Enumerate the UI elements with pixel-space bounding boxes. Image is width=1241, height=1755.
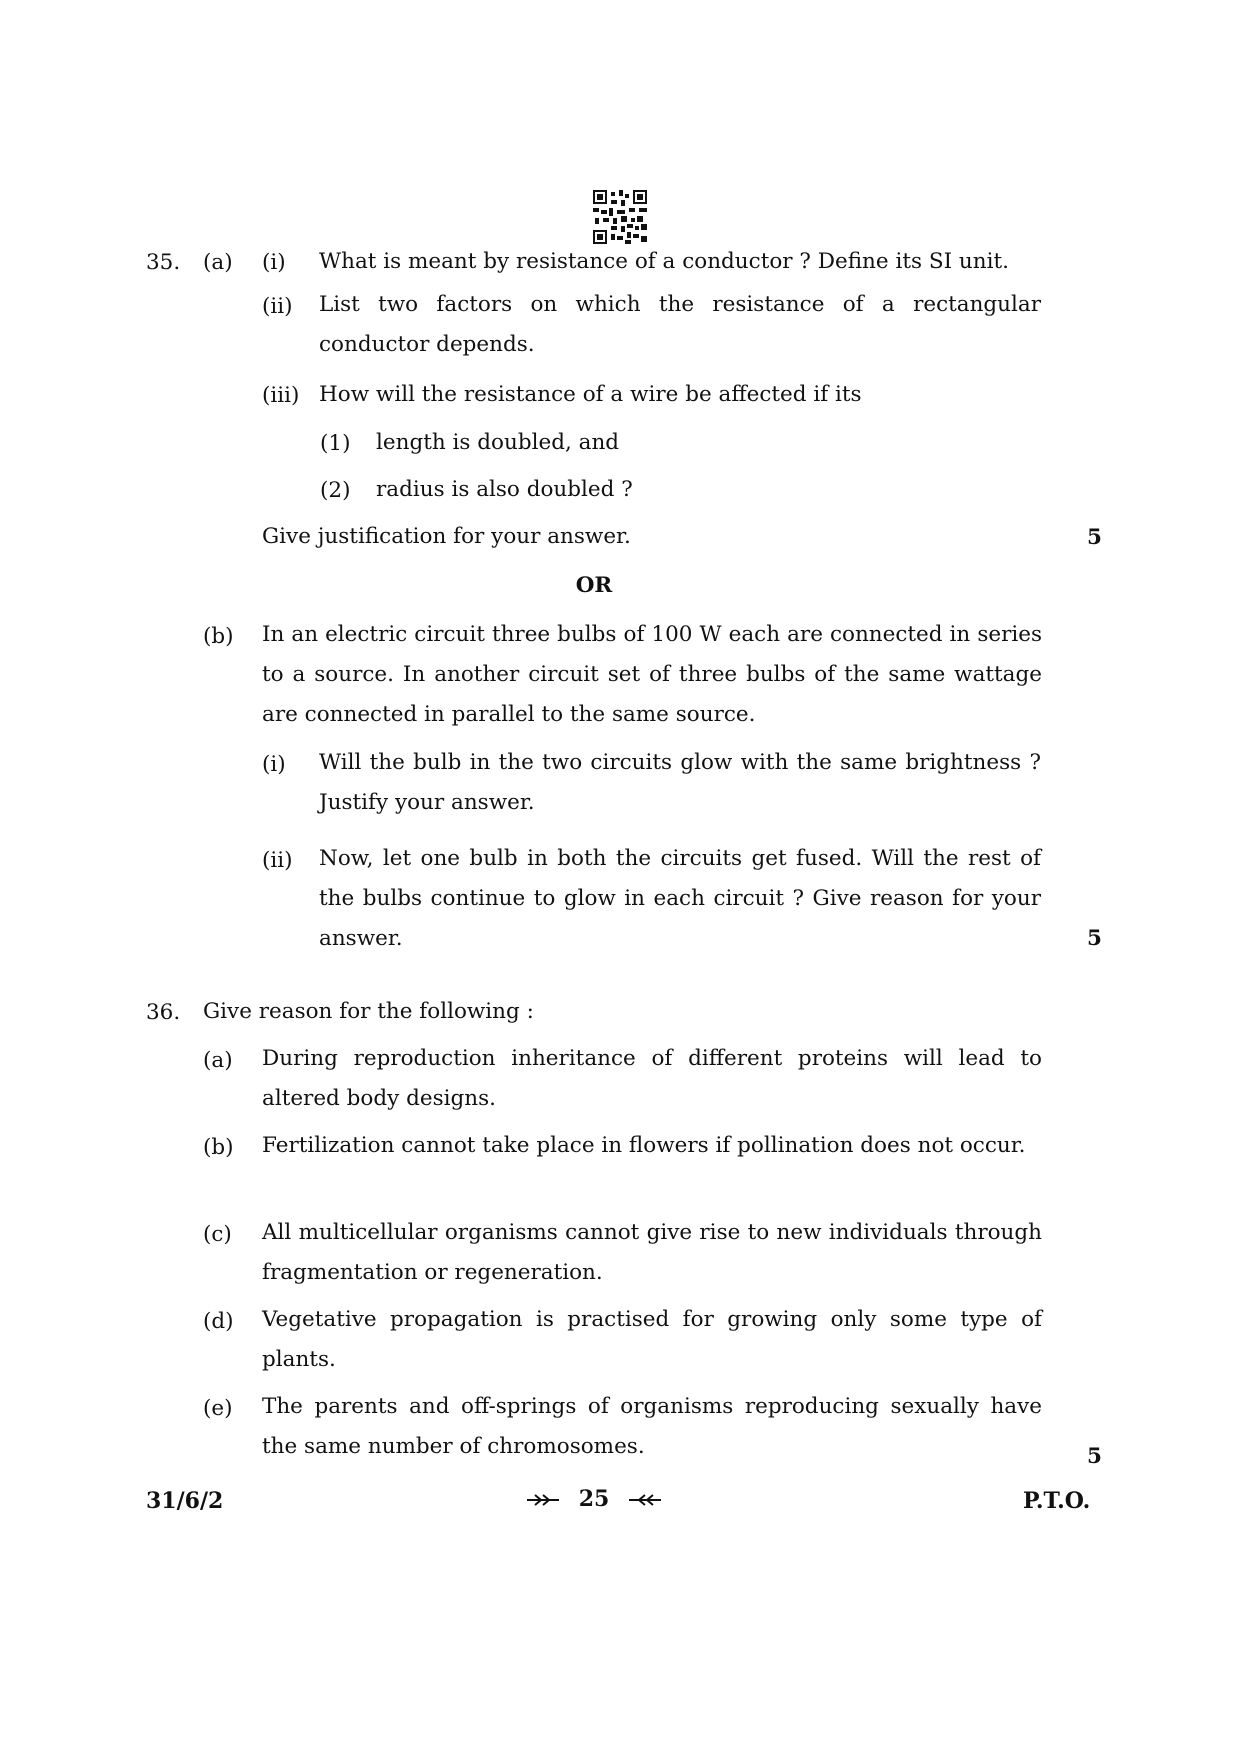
part-label-a: (a) <box>203 250 233 275</box>
item-label-1: (1) <box>320 431 351 456</box>
subpart-label-a-i: (i) <box>262 250 286 275</box>
or-separator: OR <box>575 573 613 598</box>
list-item-label: (d) <box>203 1309 234 1334</box>
part-text-b: In an electric circuit three bulbs of 100 W each are connected in series to a source. In another circuit set of three bulbs of the same wattage are connected in parallel to the same source. <box>262 622 1042 727</box>
justification-instruction: Give justification for your answer. <box>262 524 631 549</box>
item-label-2: (2) <box>320 478 351 503</box>
subpart-text-a-ii: List two factors on which the resistance of a rectangular conductor depends. <box>319 292 1041 357</box>
marks-35a: 5 <box>1087 525 1102 550</box>
subpart-label-a-ii: (ii) <box>262 294 293 319</box>
question-number-35: 35. <box>146 250 181 275</box>
subpart-text-a-i: What is meant by resistance of a conductor ? Define its SI unit. <box>319 249 1009 274</box>
list-item-text: All multicellular organisms cannot give rise to new individuals through fragmentation or regeneration. <box>262 1220 1042 1285</box>
list-item-text: Fertilization cannot take place in flowers if pollination does not occur. <box>262 1133 1026 1158</box>
subpart-text-b-i: Will the bulb in the two circuits glow with the same brightness ? Justify your answer. <box>319 750 1041 815</box>
paper-code: 31/6/2 <box>146 1488 224 1514</box>
subpart-text-a-iii: How will the resistance of a wire be affected if its <box>319 382 862 407</box>
item-text-2: radius is also doubled ? <box>376 477 633 502</box>
list-item-text: The parents and off-springs of organisms reproducing sexually have the same number of chromosomes. <box>262 1394 1042 1459</box>
item-text-1: length is doubled, and <box>376 430 620 455</box>
list-item-label: (a) <box>203 1048 233 1073</box>
part-label-b: (b) <box>203 624 234 649</box>
list-item-text: During reproduction inheritance of different proteins will lead to altered body designs. <box>262 1046 1042 1111</box>
please-turn-over: P.T.O. <box>1023 1488 1091 1514</box>
qr-code-icon <box>593 190 647 244</box>
marks-35b: 5 <box>1087 926 1102 951</box>
page-number-block <box>0 1486 1188 1512</box>
subpart-label-b-ii: (ii) <box>262 848 293 873</box>
ornament-icon <box>525 1493 561 1507</box>
subpart-label-b-i: (i) <box>262 752 286 777</box>
question-number-36: 36. <box>146 1000 181 1025</box>
page-number: 25 <box>578 1486 610 1512</box>
list-item-label: (c) <box>203 1222 232 1247</box>
subpart-text-b-ii: Now, let one bulb in both the circuits get fused. Will the rest of the bulbs continue to glow in each circuit ? Give reason for your answer. <box>319 846 1041 951</box>
marks-36: 5 <box>1087 1444 1102 1469</box>
list-item-label: (b) <box>203 1135 234 1160</box>
subpart-label-a-iii: (iii) <box>262 383 300 408</box>
question-36-intro: Give reason for the following : <box>203 999 534 1024</box>
ornament-icon <box>627 1493 663 1507</box>
list-item-label: (e) <box>203 1396 233 1421</box>
list-item-text: Vegetative propagation is practised for growing only some type of plants. <box>262 1307 1042 1372</box>
